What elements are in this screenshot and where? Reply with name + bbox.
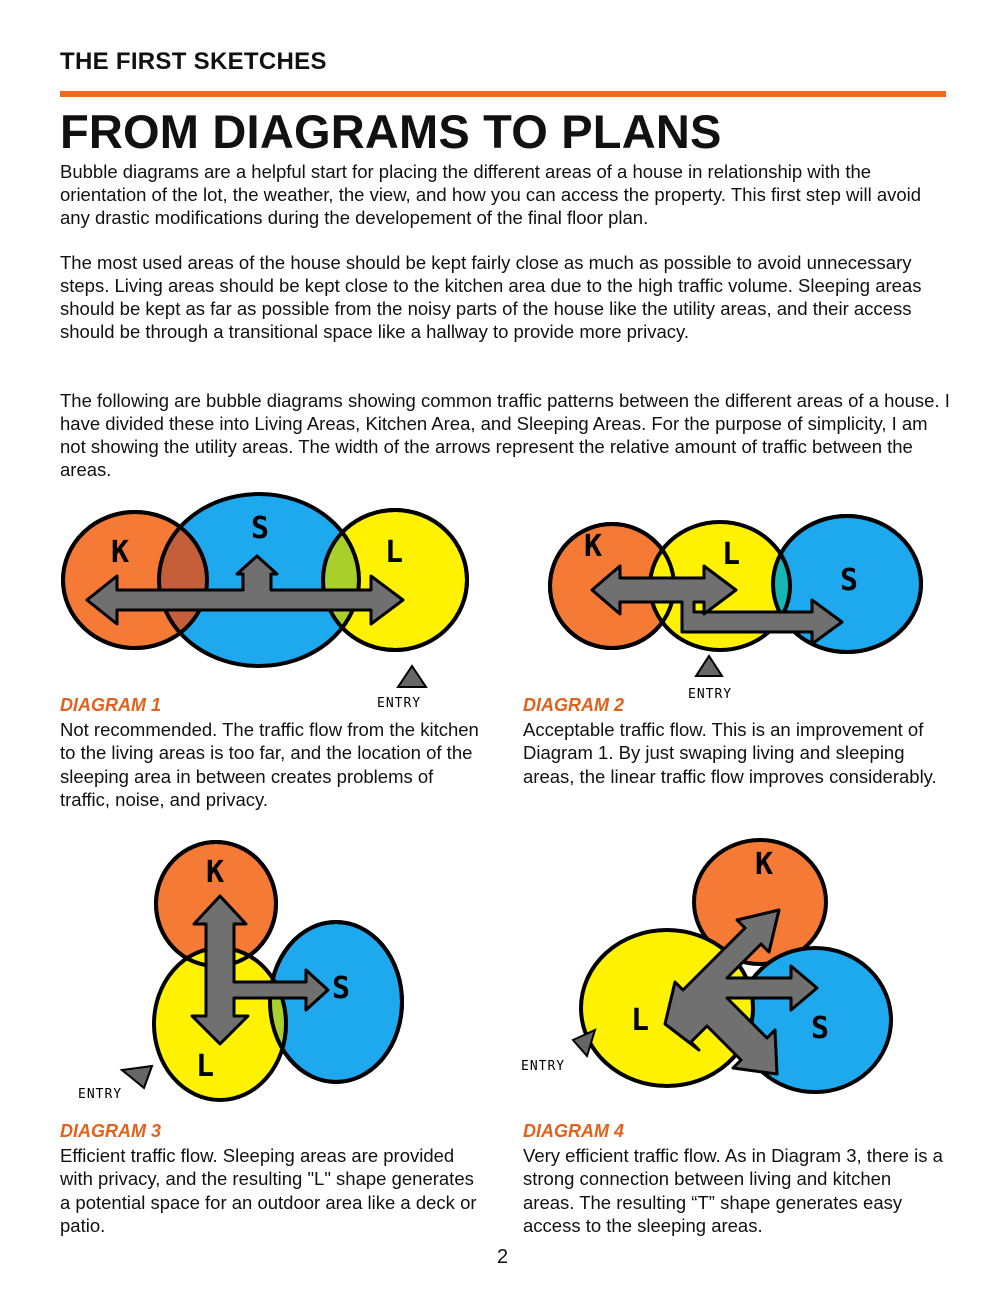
- living-label: L: [196, 1049, 215, 1084]
- sleeping-label: S: [251, 511, 270, 546]
- header-rule: [60, 91, 946, 97]
- kitchen-label: K: [111, 535, 130, 570]
- diagram-3-text: Efficient traffic flow. Sleeping areas are provided with privacy, and the resulting "L" shape generates a potential space for an outdoor area like a deck or patio.: [60, 1144, 477, 1236]
- diagram-4-text: Very efficient traffic flow. As in Diagram 3, there is a strong connection between living and kitchen areas. The resulting “T” shape generates easy access to the sleeping areas.: [523, 1144, 943, 1236]
- sleeping-label: S: [811, 1011, 830, 1046]
- entry-label: ENTRY: [688, 687, 733, 702]
- diagram-2-title: DIAGRAM 2: [523, 695, 625, 715]
- kitchen-label: K: [584, 529, 603, 564]
- kitchen-label: K: [206, 855, 225, 890]
- entry-label: ENTRY: [377, 696, 422, 711]
- sleeping-label: S: [840, 563, 859, 598]
- diagram-1-text: Not recommended. The traffic flow from the kitchen to the living areas is too far, and the location of the sleeping area in between creates problems of traffic, noise, and privacy.: [60, 718, 479, 810]
- bubble-diagram-3: [70, 830, 430, 1120]
- entry-marker-icon: [398, 666, 426, 687]
- intro-paragraph: Bubble diagrams are a helpful start for placing the different areas of a house in relationship with the orientation of the lot, the weather, the view, and how you can access the property. This first step will avoid any drastic modifications during the developement of the final floor plan.: [60, 161, 922, 228]
- diagram-1-caption: [60, 693, 480, 812]
- diagram-3-caption: [60, 1119, 480, 1238]
- bubble-diagram-4: [515, 830, 915, 1110]
- living-label: L: [722, 537, 741, 572]
- section-label: THE FIRST SKETCHES: [60, 48, 327, 75]
- traffic-paragraph: The most used areas of the house should be kept fairly close as much as possible to avoid unnecessary steps. Living areas should be kept close to the kitchen area due to the high traffic volume. Sleeping areas should be kept as far as possible from the noisy parts of the house like the utility areas, and their access should be through a transitional space like a hallway to provide more privacy.: [60, 252, 922, 342]
- living-label: L: [385, 535, 404, 570]
- diagram-4-caption: [523, 1119, 943, 1238]
- sleeping-label: S: [332, 971, 351, 1006]
- diagram-2-caption: [523, 693, 943, 788]
- entry-label: ENTRY: [521, 1059, 566, 1074]
- entry-label: ENTRY: [78, 1087, 123, 1102]
- living-label: L: [631, 1003, 650, 1038]
- diagram-3-title: DIAGRAM 3: [60, 1121, 162, 1141]
- kitchen-label: K: [755, 847, 774, 882]
- page-title: FROM DIAGRAMS TO PLANS: [60, 105, 722, 158]
- bubble-diagram-1: [55, 490, 485, 720]
- page-number: 2: [496, 1246, 509, 1268]
- bubble-diagram-2: [540, 500, 940, 710]
- entry-marker-icon: [696, 656, 722, 676]
- diagram-2-text: Acceptable traffic flow. This is an improvement of Diagram 1. By just swaping living and sleeping areas, the linear traffic flow improves considerably.: [523, 718, 937, 787]
- entry-marker-icon: [122, 1066, 152, 1088]
- diagram-1-title: DIAGRAM 1: [60, 695, 162, 715]
- diagram-4-title: DIAGRAM 4: [523, 1121, 625, 1141]
- diagrams-paragraph: The following are bubble diagrams showing common traffic patterns between the different areas of a house. I have divided these into Living Areas, Kitchen Area, and Sleeping Areas. For the purpose of simplicity, I am not showing the utility areas. The width of the arrows represent the relative amount of traffic between the areas.: [60, 390, 950, 480]
